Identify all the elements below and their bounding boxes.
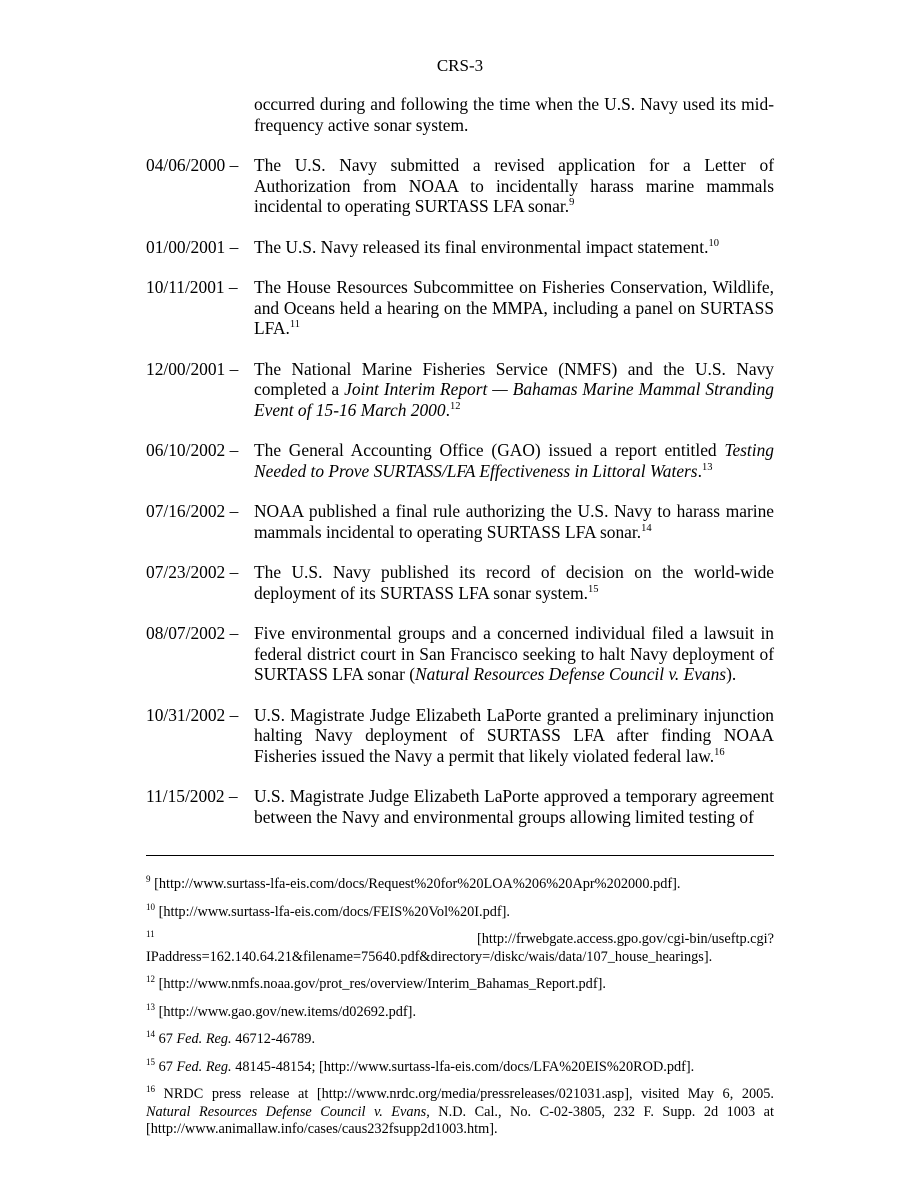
entry-description [254, 155, 774, 217]
footnote-ref: 12 [449, 400, 461, 412]
entry-description [254, 440, 774, 481]
text-run: [http://www.surtass-lfa-eis.com/docs/FEIS%20Vol%20I.pdf]. [155, 903, 510, 920]
italic-text: Natural Resources Defense Council v. Evans [146, 1103, 427, 1120]
italic-text: Testing Needed to Prove SURTASS/LFA Effectiveness in Littoral Waters [254, 440, 774, 481]
footnote-number: 10 [146, 901, 155, 912]
text-run: 48145-48154; [http://www.surtass-lfa-eis.com/docs/LFA%20EIS%20ROD.pdf]. [231, 1058, 695, 1075]
italic-text: Natural Resources Defense Council v. Evans [415, 664, 727, 684]
chronology-entry [0, 440, 920, 481]
entry-description [254, 623, 774, 685]
footnote-number: 13 [146, 1001, 155, 1012]
footnote [146, 876, 774, 894]
chronology-entry [0, 705, 920, 767]
text-run: [http://www.surtass-lfa-eis.com/docs/Request%20for%20LOA%206%20Apr%202000.pdf]. [150, 876, 681, 892]
entry-date: 04/06/2000 – [146, 155, 239, 175]
chronology-entry [0, 623, 920, 685]
text-run: U.S. Magistrate Judge Elizabeth LaPorte approved a temporary agreement between the Navy and environmental groups allowing limited testing of [254, 786, 774, 827]
text-run: . [445, 399, 450, 420]
footnote [146, 1031, 774, 1049]
text-run: 46712-46789. [231, 1031, 316, 1047]
text-run: The U.S. Navy published its record of decision on the world-wide deployment of its SURTASS LFA sonar system. [254, 562, 774, 603]
footnote-ref: 14 [641, 522, 652, 534]
footnote [146, 901, 774, 922]
entry-description [254, 562, 774, 603]
entry-date: 12/00/2001 – [146, 358, 239, 379]
footnote-divider [146, 855, 774, 856]
chronology-entry [0, 501, 920, 542]
text-run: Five environmental groups and a concerned individual filed a lawsuit in federal district court in San Francisco seeking to halt Navy deployment of SURTASS LFA sonar ( [254, 623, 774, 684]
entry-date: 06/10/2002 – [146, 440, 239, 460]
entry-date: 01/00/2001 – [146, 236, 239, 257]
footnote-ref: 15 [587, 583, 599, 595]
footnote-number: 9 [146, 874, 151, 885]
text-run: 67 [155, 1058, 177, 1075]
italic-text: Joint Interim Report — Bahamas Marine Mammal Stranding Event of 15-16 March 2000 [254, 379, 774, 420]
entry-date: 07/23/2002 – [146, 562, 239, 582]
entry-description [254, 359, 774, 421]
footnote [146, 931, 774, 966]
footnote-number: 16 [146, 1084, 155, 1095]
entry-date: 08/07/2002 – [146, 623, 239, 643]
italic-text: Fed. Reg. [176, 1058, 232, 1075]
entry-description [254, 94, 774, 135]
entry-date: 10/11/2001 – [146, 277, 238, 297]
entry-description [254, 277, 774, 339]
chronology-entry [0, 359, 920, 421]
entry-description [254, 501, 774, 542]
text-run: The U.S. Navy released its final environmental impact statement. [254, 236, 709, 257]
text-run: The House Resources Subcommittee on Fisheries Conservation, Wildlife, and Oceans held a hearing on the MMPA, including a panel on SURTASS LFA. [254, 277, 774, 338]
text-run: 67 [155, 1031, 177, 1047]
chronology-list [0, 94, 920, 847]
footnote-ref: 13 [701, 461, 713, 473]
footnote-number: 15 [146, 1056, 155, 1067]
text-run: NOAA published a final rule authorizing the U.S. Navy to harass marine mammals incidental to operating SURTASS LFA sonar. [254, 501, 774, 542]
footnote-number: 14 [146, 1029, 155, 1040]
footnote-ref: 10 [708, 237, 719, 249]
footnote-ref: 9 [569, 197, 575, 209]
text-run: The U.S. Navy submitted a revised application for a Letter of Authorization from NOAA to incidentally harass marine mammals incidental to operating SURTASS LFA sonar. [254, 155, 774, 216]
footnote-number: 11 [146, 929, 155, 940]
entry-description [254, 705, 774, 767]
entry-description [254, 786, 774, 827]
chronology-entry [0, 562, 920, 603]
footnote [146, 1086, 774, 1139]
text-run: The National Marine Fisheries Service (NMFS) and the U.S. Navy completed a [254, 358, 774, 399]
italic-text: Fed. Reg. [176, 1031, 232, 1047]
footnote-number: 12 [146, 974, 155, 985]
chronology-entry [0, 786, 920, 827]
text-run: . [697, 460, 702, 481]
entry-date: 10/31/2002 – [146, 704, 239, 725]
chronology-entry [0, 94, 920, 135]
text-run: [http://www.gao.gov/new.items/d02692.pdf]. [155, 1003, 417, 1020]
entry-date: 07/16/2002 – [146, 501, 239, 521]
text-run: occurred during and following the time when the U.S. Navy used its mid-frequency active sonar system. [254, 94, 774, 135]
footnotes-section [146, 876, 774, 1149]
footnote-ref: 11 [289, 319, 301, 331]
text-run: NRDC press release at [http://www.nrdc.org/media/pressreleases/021031.asp], visited May 6, 2005. [155, 1086, 774, 1102]
text-run: U.S. Magistrate Judge Elizabeth LaPorte granted a preliminary injunction halting Navy deployment of SURTASS LFA after finding NOAA Fisheries issued the Navy a permit that likely violated federal law. [254, 704, 774, 766]
chronology-entry [0, 155, 920, 217]
chronology-entry [0, 277, 920, 339]
footnote-ref: 16 [714, 746, 725, 758]
text-run: The General Accounting Office (GAO) issued a report entitled [254, 440, 725, 460]
text-run: , N.D. Cal., No. C-02-3805, 232 F. Supp. 2d 1003 at [http://www.animallaw.info/cases/caus232fsupp2d1003.htm]. [146, 1103, 774, 1137]
chronology-entry [0, 237, 920, 258]
entry-date: 11/15/2002 – [146, 786, 238, 806]
page-header: CRS-3 [436, 56, 484, 75]
text-run: [http://frwebgate.access.gpo.gov/cgi-bin/useftp.cgi?IPaddress=162.140.64.21&filename=75640.pdf&directory=/diskc/wais/data/107_house_hearings]. [146, 931, 774, 965]
footnote [146, 1056, 774, 1077]
footnote [146, 976, 774, 994]
text-run: [http://www.nmfs.noaa.gov/prot_res/overview/Interim_Bahamas_Report.pdf]. [155, 976, 606, 992]
text-run: ). [726, 664, 737, 684]
entry-description [254, 237, 774, 258]
footnote [146, 1001, 774, 1022]
